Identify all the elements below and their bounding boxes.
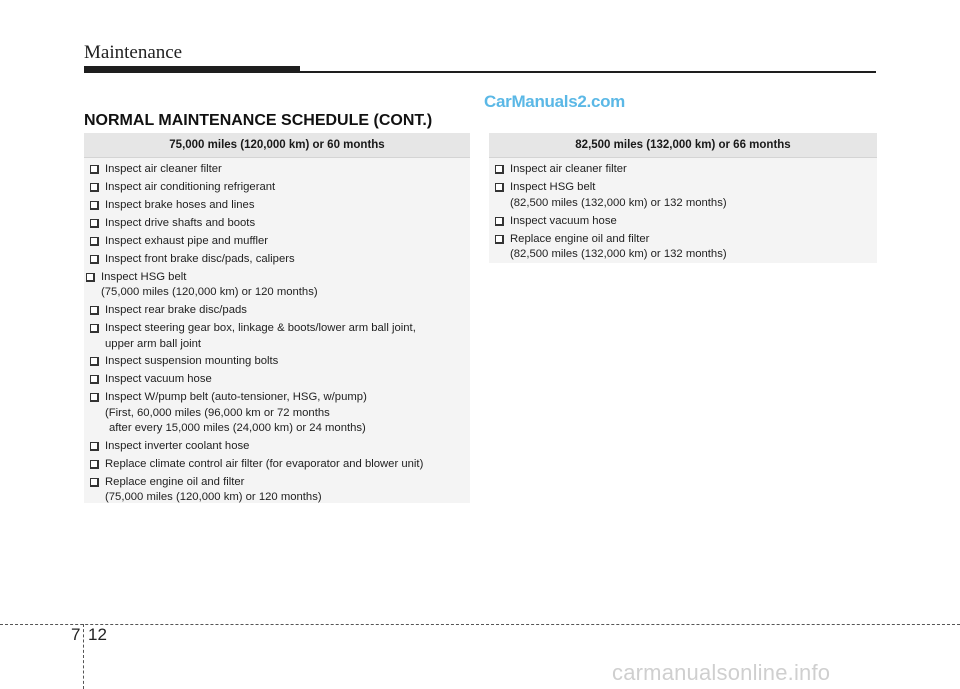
item-subtext: (First, 60,000 miles (96,000 km or 72 months bbox=[105, 406, 330, 419]
checkbox-icon bbox=[90, 219, 99, 228]
list-item bbox=[495, 180, 877, 211]
list-item bbox=[495, 232, 877, 263]
item-text: Inspect vacuum hose bbox=[105, 373, 212, 386]
schedule-table-75000 bbox=[84, 133, 470, 503]
item-text: Inspect vacuum hose bbox=[510, 214, 617, 227]
checkbox-icon bbox=[495, 183, 504, 192]
footer-vertical-divider bbox=[83, 624, 84, 689]
checkbox-icon bbox=[90, 324, 99, 333]
list-item bbox=[90, 354, 470, 370]
checkbox-icon bbox=[90, 357, 99, 366]
header-bar-thin bbox=[300, 71, 876, 73]
item-subtext: (75,000 miles (120,000 km) or 120 months) bbox=[101, 286, 318, 299]
item-text: Inspect air conditioning refrigerant bbox=[105, 181, 276, 194]
page-heading: NORMAL MAINTENANCE SCHEDULE (CONT.) bbox=[84, 112, 433, 129]
header-bar-thick bbox=[84, 66, 300, 73]
checkbox-icon bbox=[90, 201, 99, 210]
list-item bbox=[90, 372, 470, 388]
checkbox-icon bbox=[90, 165, 99, 174]
item-text: Inspect front brake disc/pads, calipers bbox=[105, 252, 295, 265]
list-item bbox=[90, 439, 470, 455]
list-item bbox=[90, 321, 470, 352]
chapter-number: 7 bbox=[71, 625, 81, 644]
item-text: Replace engine oil and filter bbox=[105, 475, 245, 488]
section-title: Maintenance bbox=[84, 42, 183, 63]
schedule-table-82500 bbox=[489, 133, 877, 263]
item-text: Inspect steering gear box, linkage & boots/lower arm ball joint, bbox=[105, 322, 416, 335]
checkbox-icon bbox=[90, 393, 99, 402]
list-item bbox=[90, 216, 470, 232]
checkbox-icon bbox=[90, 237, 99, 246]
watermark-carmanuals2[interactable]: CarManuals2.com bbox=[484, 92, 625, 111]
checkbox-icon bbox=[90, 306, 99, 315]
item-text: Inspect suspension mounting bolts bbox=[105, 355, 279, 368]
checkbox-icon bbox=[90, 375, 99, 384]
item-text: Replace engine oil and filter bbox=[510, 232, 650, 245]
item-text: Replace climate control air filter (for evaporator and blower unit) bbox=[105, 457, 424, 470]
item-text: Inspect drive shafts and boots bbox=[105, 217, 256, 230]
checkbox-icon bbox=[90, 442, 99, 451]
checkbox-icon bbox=[90, 255, 99, 264]
item-text: Inspect brake hoses and lines bbox=[105, 199, 255, 212]
table-header-82500: 82,500 miles (132,000 km) or 66 months bbox=[489, 133, 877, 158]
checklist-82500 bbox=[489, 158, 877, 263]
item-text: Inspect W/pump belt (auto-tensioner, HSG, w/pump) bbox=[105, 391, 367, 404]
list-item bbox=[90, 198, 470, 214]
item-text: Inspect exhaust pipe and muffler bbox=[105, 234, 269, 247]
checkbox-icon bbox=[90, 478, 99, 487]
list-item bbox=[90, 234, 470, 250]
list-item bbox=[495, 214, 877, 230]
list-item bbox=[90, 180, 470, 196]
item-text: Inspect HSG belt bbox=[510, 181, 596, 194]
item-subtext: after every 15,000 miles (24,000 km) or 24 months) bbox=[109, 422, 366, 435]
checklist-75000 bbox=[84, 158, 470, 506]
item-text: Inspect air cleaner filter bbox=[105, 163, 222, 176]
list-item bbox=[90, 457, 470, 473]
watermark-carmanualsonline[interactable]: carmanualsonline.info bbox=[612, 660, 831, 685]
checkbox-icon bbox=[90, 460, 99, 469]
list-item bbox=[90, 252, 470, 268]
item-subtext: (75,000 miles (120,000 km) or 120 months) bbox=[105, 491, 322, 504]
checkbox-icon bbox=[90, 183, 99, 192]
item-subtext: (82,500 miles (132,000 km) or 132 months) bbox=[510, 248, 727, 261]
list-item bbox=[90, 162, 470, 178]
page-number: 12 bbox=[88, 625, 107, 644]
checkbox-icon bbox=[495, 165, 504, 174]
list-item bbox=[495, 162, 877, 178]
table-header-75000: 75,000 miles (120,000 km) or 60 months bbox=[84, 133, 470, 158]
item-text: Inspect rear brake disc/pads bbox=[105, 304, 247, 317]
list-item bbox=[86, 270, 470, 301]
footer-divider bbox=[0, 624, 960, 625]
item-subtext: upper arm ball joint bbox=[105, 337, 202, 350]
item-text: Inspect air cleaner filter bbox=[510, 163, 627, 176]
item-text: Inspect HSG belt bbox=[101, 270, 187, 283]
checkbox-icon bbox=[495, 217, 504, 226]
checkbox-icon bbox=[86, 273, 95, 282]
item-text: Inspect inverter coolant hose bbox=[105, 440, 250, 453]
checkbox-icon bbox=[495, 235, 504, 244]
list-item bbox=[90, 390, 470, 437]
item-subtext: (82,500 miles (132,000 km) or 132 months) bbox=[510, 196, 727, 209]
list-item bbox=[90, 303, 470, 319]
list-item bbox=[90, 475, 470, 506]
